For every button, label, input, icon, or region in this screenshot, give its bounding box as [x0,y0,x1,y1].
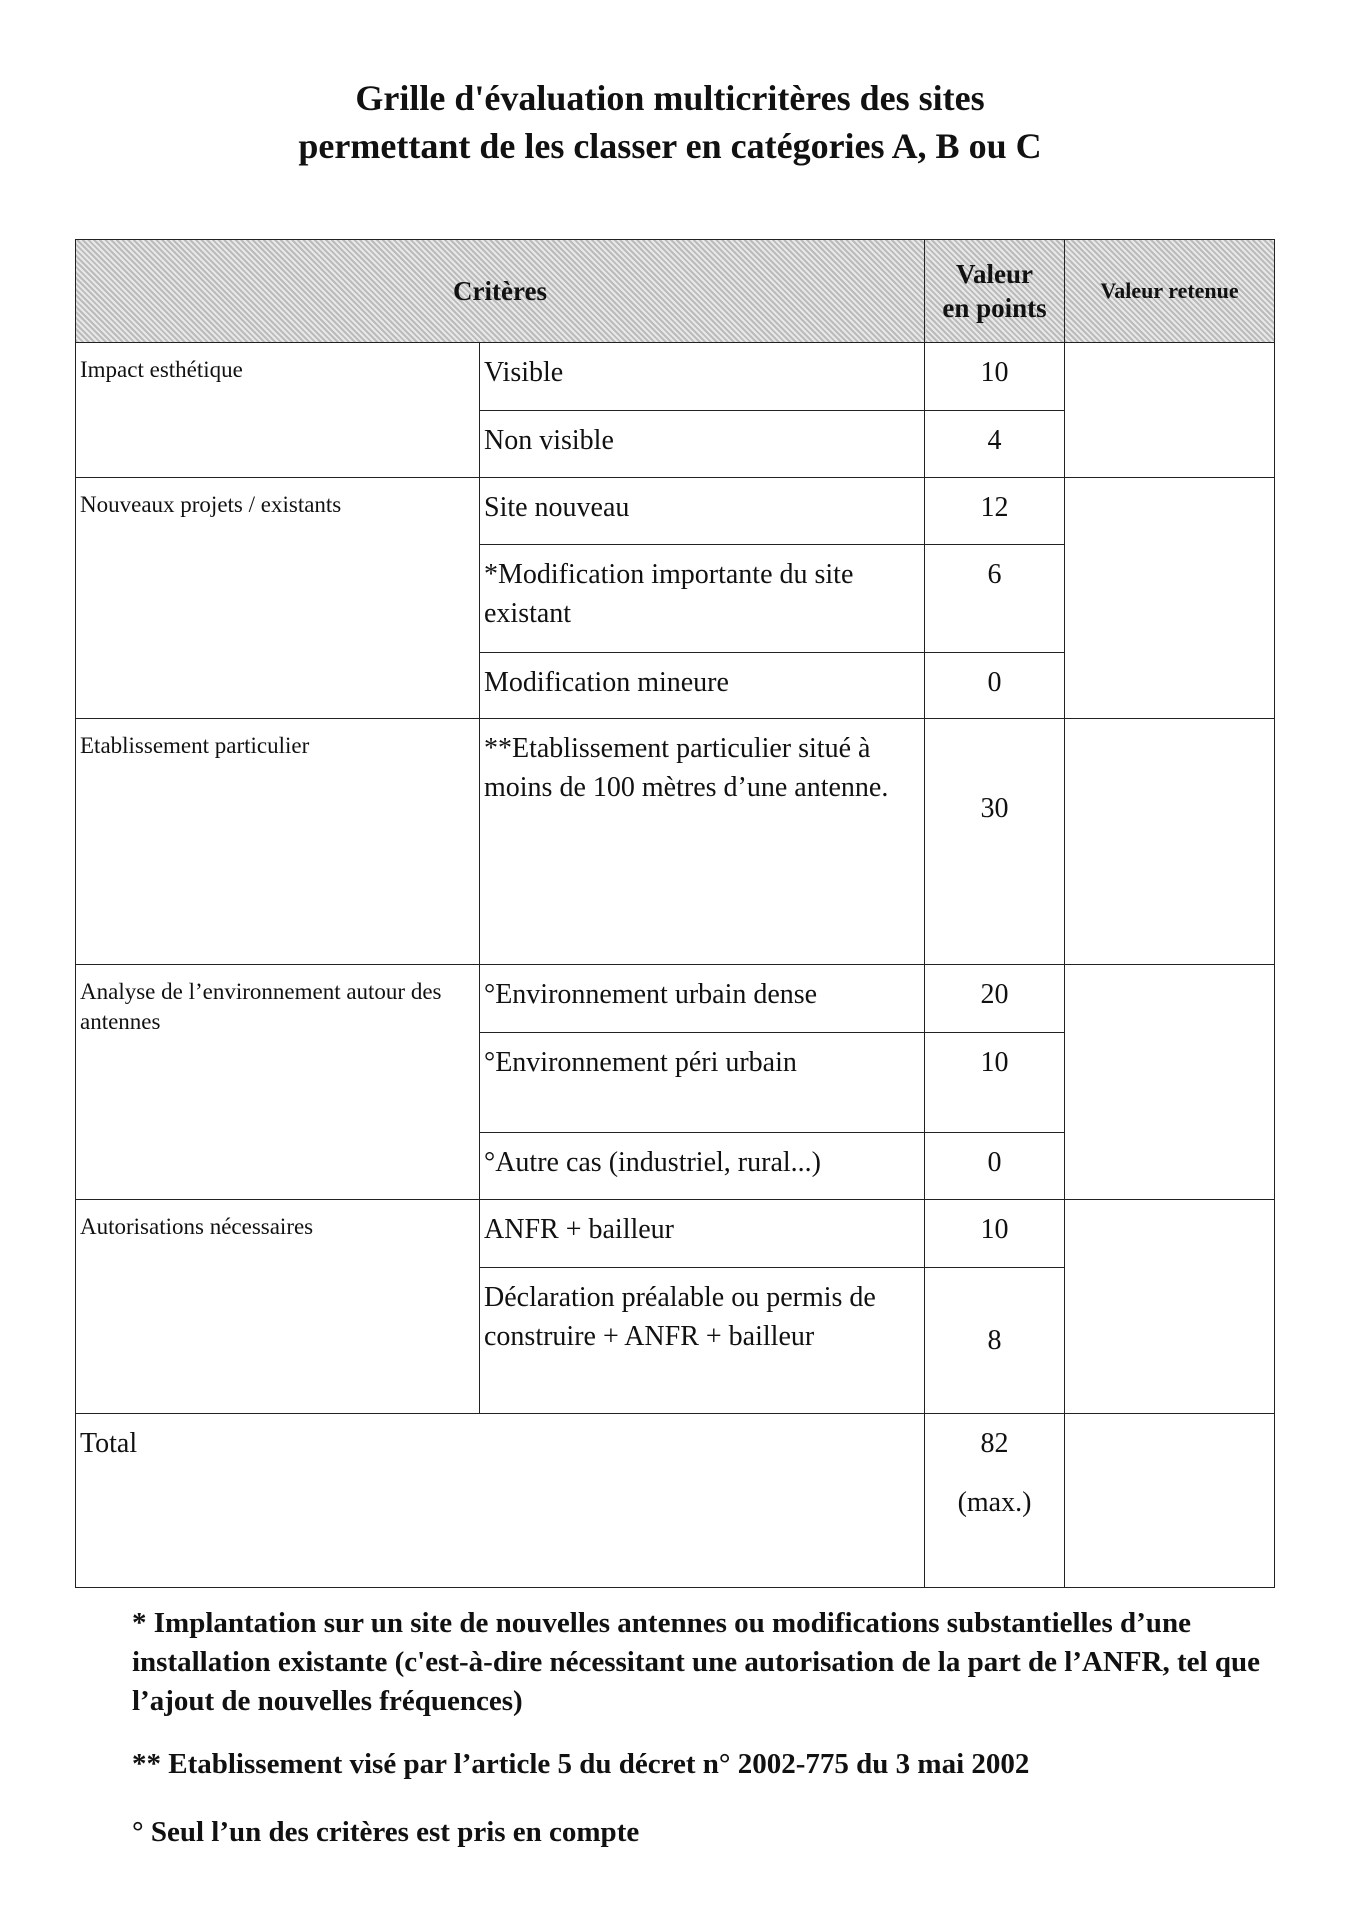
option-cell: **Etablissement particulier situé à moins de 100 mètres d’une antenne. [480,719,925,965]
points-cell: 10 [925,1200,1065,1268]
option-cell: °Autre cas (industriel, rural...) [480,1133,925,1200]
header-valeur [925,240,1065,343]
points-cell: 30 [925,719,1065,965]
header-valeur-l1: Valeur [956,259,1034,289]
header-criteres: Critères [76,240,925,343]
points-cell: 0 [925,653,1065,719]
option-cell: Site nouveau [480,478,925,545]
retained-value-cell[interactable] [1065,965,1275,1200]
header-valeur-l2: en points [942,293,1047,323]
points-cell: 20 [925,965,1065,1033]
criterion-cell: Impact esthétique [76,343,480,478]
table-row [76,343,1275,411]
evaluation-grid [75,239,1275,1588]
total-value-cell [925,1414,1065,1588]
criterion-cell: Nouveaux projets / existants [76,478,480,719]
points-cell: 10 [925,1033,1065,1133]
criterion-cell: Autorisations nécessaires [76,1200,480,1414]
total-value: 82 [980,1428,1009,1459]
table-row [76,478,1275,545]
footnote-double-star: ** Etablissement visé par l’article 5 du décret n° 2002-775 du 3 mai 2002 [132,1748,1030,1780]
retained-value-cell[interactable] [1065,719,1275,965]
points-cell: 4 [925,411,1065,478]
points-cell: 8 [925,1268,1065,1414]
header-row [76,240,1275,343]
option-cell: Non visible [480,411,925,478]
retained-total-cell[interactable] [1065,1414,1275,1588]
footnote-star: * Implantation sur un site de nouvelles antennes ou modifications substantielles d’une installation existante (c'est-à-dire nécessitant une autorisation de la part de l’ANFR, tel que l’ajout de nouvelles fréquences) [132,1607,1260,1717]
title-line-2: permettant de les classer en catégories A, B ou C [298,126,1042,166]
retained-value-cell[interactable] [1065,478,1275,719]
points-cell: 10 [925,343,1065,411]
footnote-degree: ° Seul l’un des critères est pris en compte [132,1816,640,1848]
retained-value-cell[interactable] [1065,1200,1275,1414]
retained-value-cell[interactable] [1065,343,1275,478]
table-row [76,965,1275,1033]
title-line-1: Grille d'évaluation multicritères des sites [355,78,985,118]
criterion-cell: Etablissement particulier [76,719,480,965]
criterion-cell: Analyse de l’environnement autour des antennes [76,965,480,1200]
option-cell: *Modification importante du site existant [480,545,925,653]
points-cell: 12 [925,478,1065,545]
document-title [0,74,1340,170]
total-label: Total [76,1414,925,1588]
header-retenue: Valeur retenue [1065,240,1275,343]
total-row [76,1414,1275,1588]
option-cell: °Environnement péri urbain [480,1033,925,1133]
option-cell: °Environnement urbain dense [480,965,925,1033]
points-cell: 6 [925,545,1065,653]
table-row [76,719,1275,965]
points-cell: 0 [925,1133,1065,1200]
option-cell: Modification mineure [480,653,925,719]
option-cell: Visible [480,343,925,411]
option-cell: ANFR + bailleur [480,1200,925,1268]
table-row [76,1200,1275,1268]
option-cell: Déclaration préalable ou permis de construire + ANFR + bailleur [480,1268,925,1414]
total-note: (max.) [957,1487,1032,1518]
